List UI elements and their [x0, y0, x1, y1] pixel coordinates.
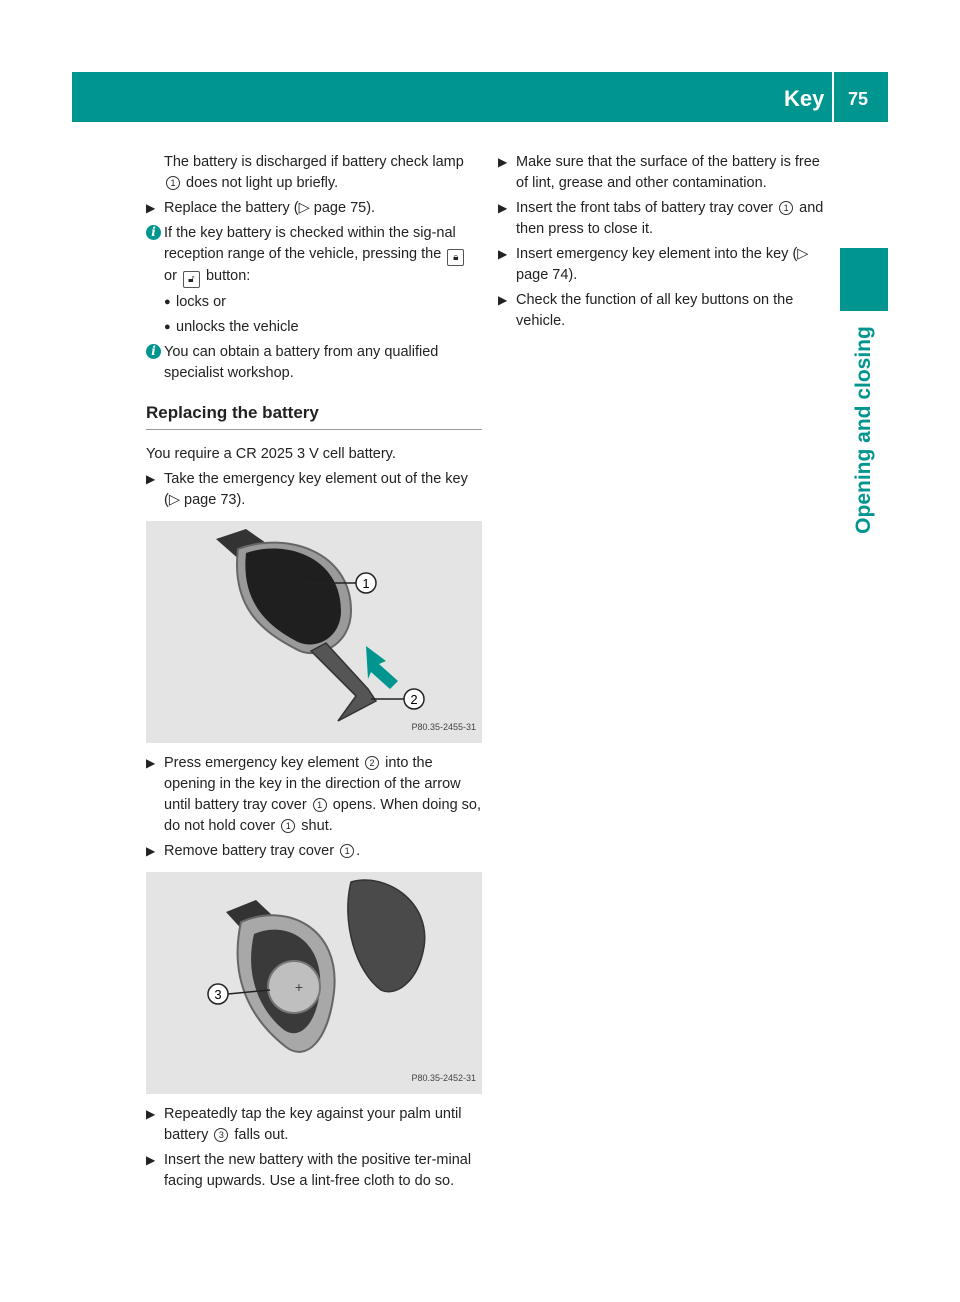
direction-arrow-icon [366, 646, 398, 689]
step-arrow-icon: ▶ [146, 1153, 156, 1167]
step-arrow-icon: ▶ [146, 201, 156, 215]
step-arrow-icon: ▶ [498, 201, 508, 215]
step-press-key-element: ▶ Press emergency key element 2 into the opening in the key in the direction of the arrow until battery tray cover 1 opens. When doing so, do not hold cover 1 shut. [146, 755, 482, 834]
paragraph-battery-discharged: The battery is discharged if battery check lamp 1 does not light up briefly. [164, 154, 464, 191]
info-icon: i [146, 344, 161, 359]
svg-text:+: + [294, 979, 304, 995]
key-illustration-2 [146, 872, 482, 1094]
step-check-surface: ▶ Make sure that the surface of the battery is free of lint, grease and other contamination. [498, 154, 820, 191]
bullet-icon: ● [164, 321, 171, 333]
callout-ref-2: 2 [365, 756, 379, 770]
page-number: 75 [848, 89, 869, 109]
figure-code: P80.35-2452-31 [411, 1073, 476, 1083]
callout-3-label: 3 [214, 987, 222, 1002]
callout-2-label: 2 [410, 692, 418, 707]
step-tap-key: ▶ Repeatedly tap the key against your palm until battery 3 falls out. [146, 1106, 462, 1143]
step-insert-emergency-key: ▶ Insert emergency key element into the key (▷ page 74). [498, 246, 809, 283]
figure-battery-tray [146, 872, 482, 1094]
side-tab-marker [840, 248, 888, 311]
page-ref-icon: ▷ [168, 492, 180, 508]
header-title: Key [784, 86, 825, 111]
bullet-unlocks: ● unlocks the vehicle [146, 317, 482, 338]
callout-ref-1: 1 [281, 819, 295, 833]
figure-code: P80.35-2455-31 [411, 722, 476, 732]
emergency-key-element [311, 643, 376, 721]
key-illustration-1 [146, 521, 482, 743]
battery-tray-cover [348, 880, 425, 992]
step-remove-cover: ▶ Remove battery tray cover 1 . [146, 841, 482, 862]
step-arrow-icon: ▶ [146, 844, 156, 858]
callout-ref-1: 1 [313, 798, 327, 812]
side-tab-label: Opening and closing [852, 326, 875, 534]
step-take-key-out: ▶ Take the emergency key element out of the key (▷ page 73). [146, 471, 468, 508]
section-heading: Replacing the battery [146, 402, 482, 430]
step-arrow-icon: ▶ [498, 155, 508, 169]
step-insert-new-battery: ▶ Insert the new battery with the positive ter-minal facing upwards. Use a lint-free cloth to do so. [146, 1152, 472, 1189]
lock-icon: 🔒︎ [447, 249, 464, 266]
step-arrow-icon: ▶ [146, 1107, 156, 1121]
left-column [146, 152, 482, 1196]
header-divider [832, 72, 834, 122]
figure-key-emergency [146, 521, 482, 743]
step-arrow-icon: ▶ [498, 247, 508, 261]
step-arrow-icon: ▶ [146, 756, 156, 770]
info-obtain-battery: i You can obtain a battery from any qualified specialist workshop. [146, 342, 482, 384]
header-bar [72, 72, 888, 122]
bullet-icon: ● [164, 296, 171, 308]
info-key-battery-check: i If the key battery is checked within the sig-nal reception range of the vehicle, pressing the 🔒︎ or 🔓︎ button: [146, 223, 482, 288]
right-column [498, 152, 834, 336]
bullet-locks: ● locks or [146, 292, 482, 313]
section-intro: You require a CR 2025 3 V cell battery. [146, 446, 396, 462]
callout-ref-1: 1 [779, 201, 793, 215]
page-ref-icon: ▷ [797, 246, 809, 262]
callout-ref-1: 1 [340, 844, 354, 858]
step-check-function: ▶ Check the function of all key buttons on the vehicle. [498, 292, 794, 329]
callout-1-label: 1 [362, 576, 370, 591]
page-ref-icon: ▷ [298, 200, 310, 216]
callout-ref-1: 1 [166, 176, 180, 190]
step-replace-battery: ▶ Replace the battery (▷ page 75). [146, 198, 482, 219]
callout-ref-3: 3 [214, 1128, 228, 1142]
step-insert-tabs: ▶ Insert the front tabs of battery tray cover 1 and then press to close it. [498, 200, 824, 237]
step-arrow-icon: ▶ [498, 293, 508, 307]
step-arrow-icon: ▶ [146, 472, 156, 486]
unlock-icon: 🔓︎ [183, 271, 200, 288]
info-icon: i [146, 225, 161, 240]
